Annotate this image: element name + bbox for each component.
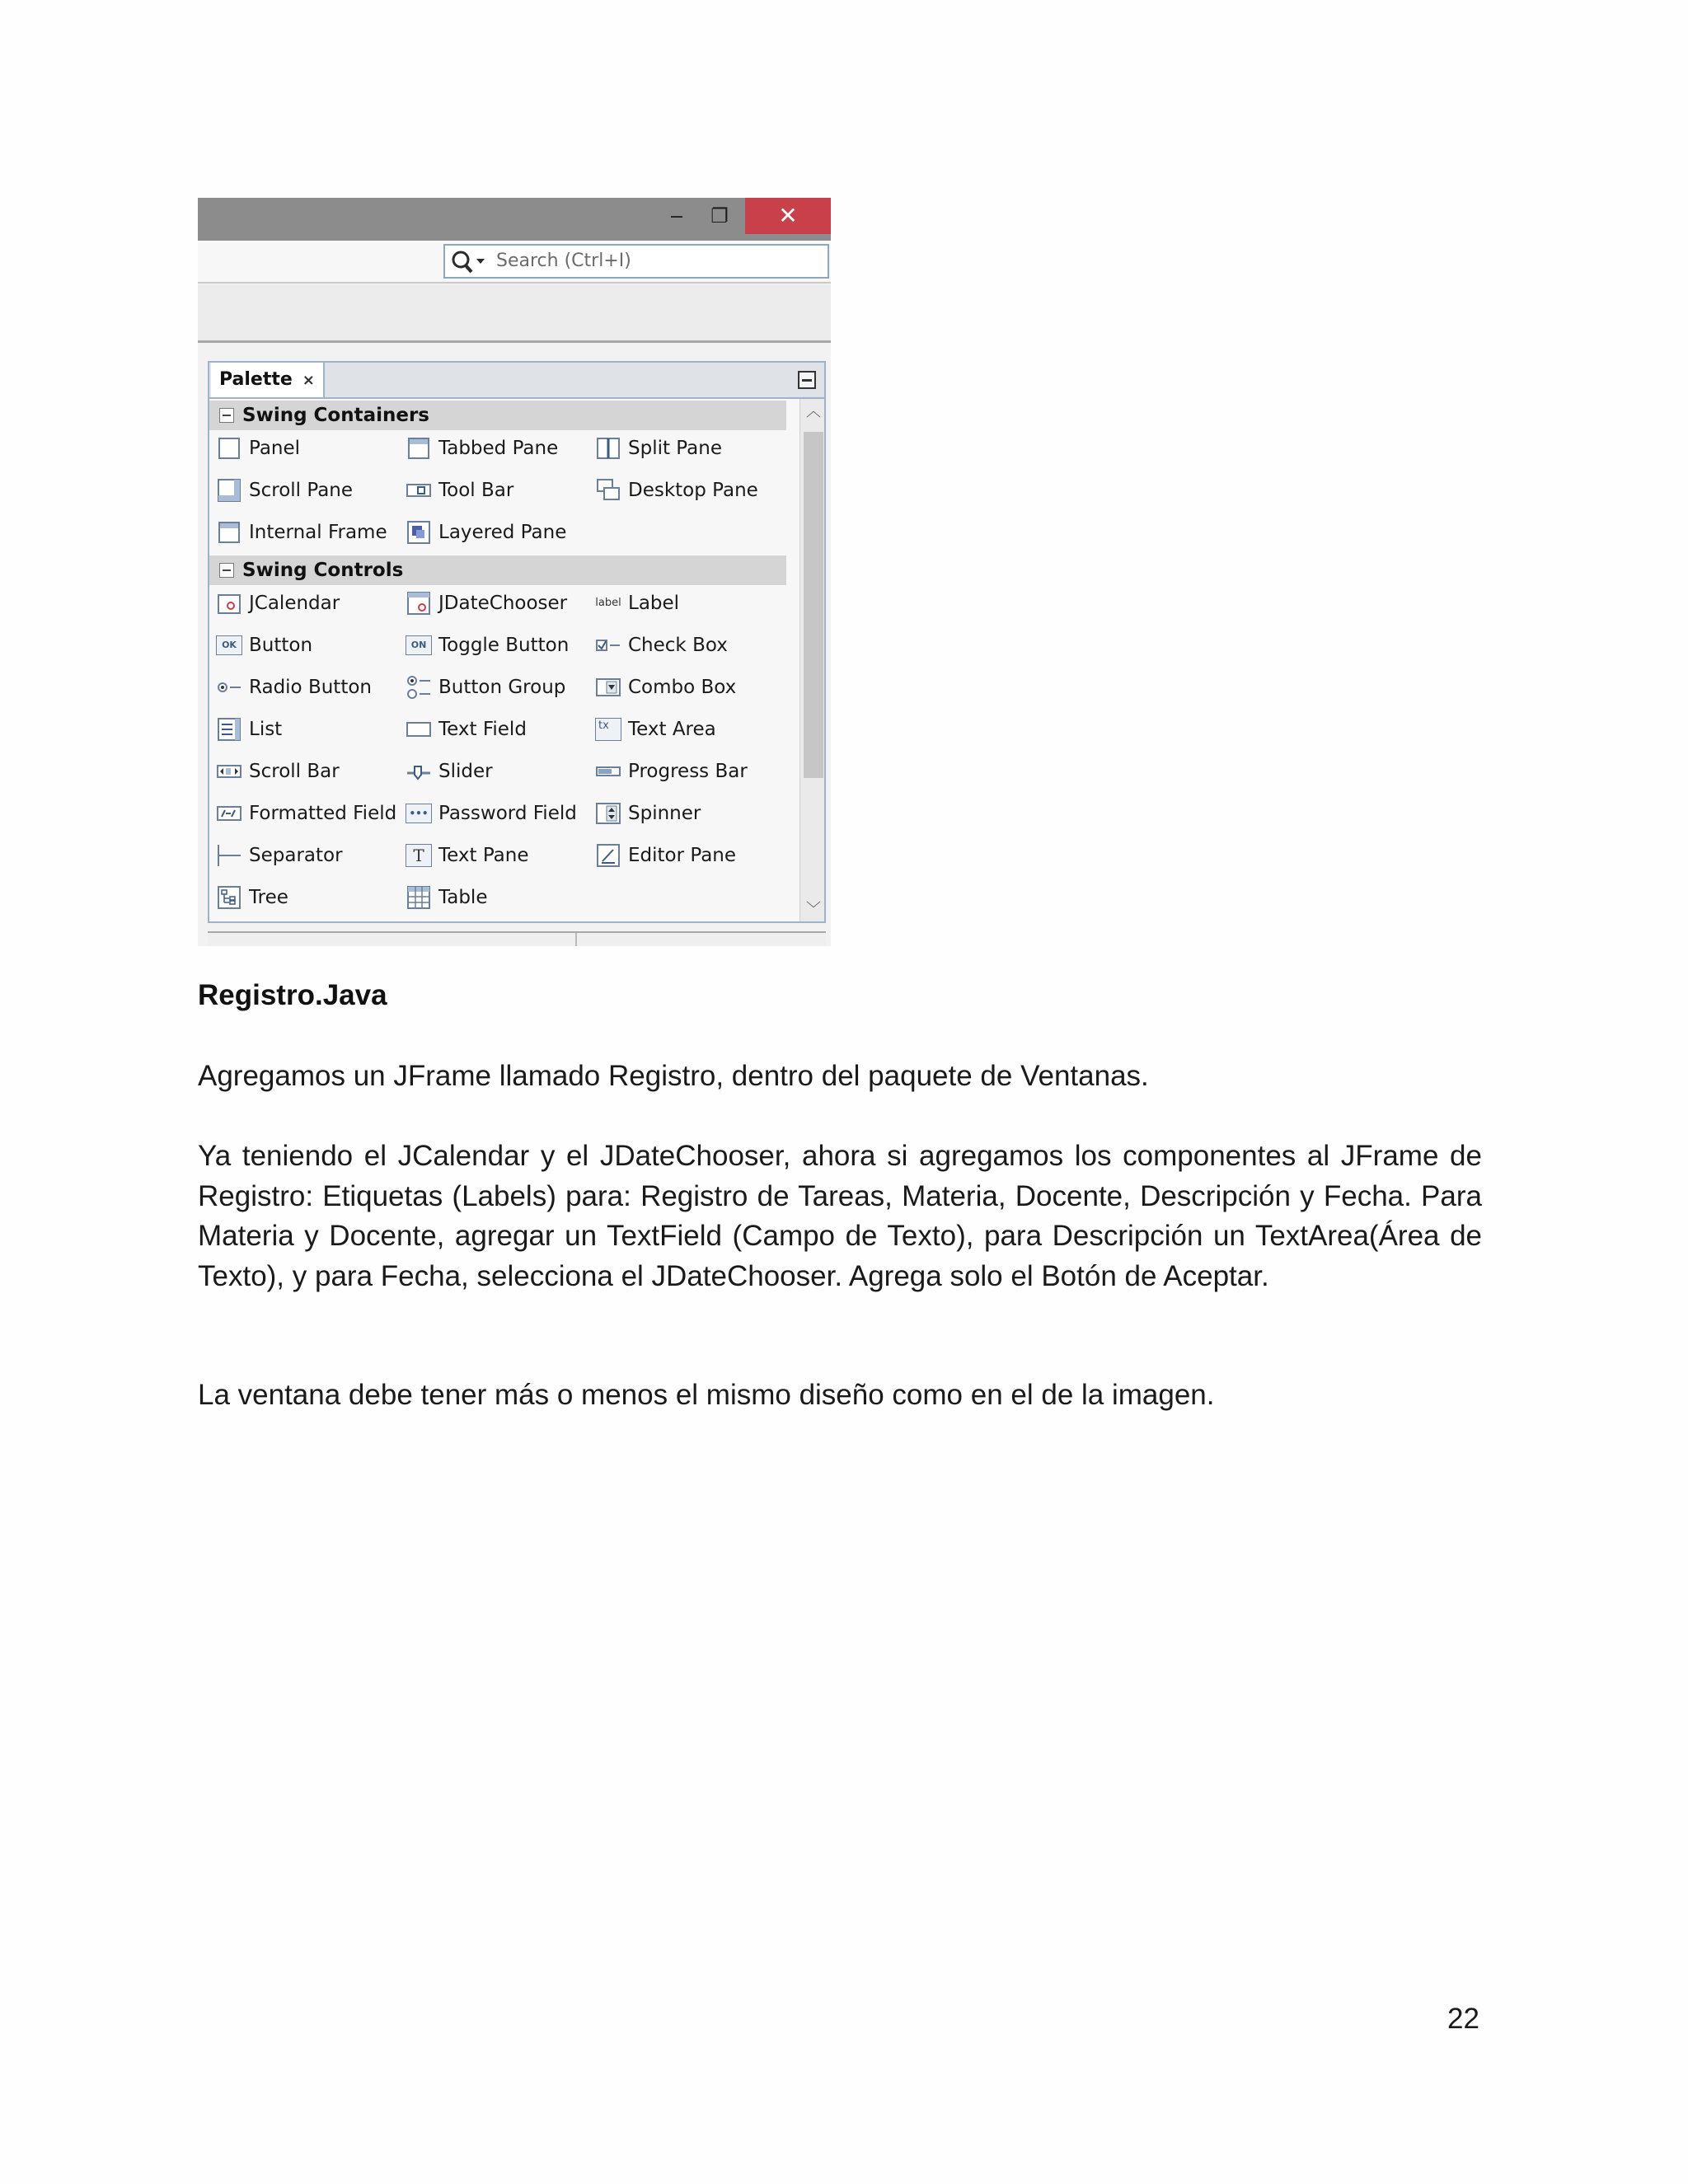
palette-item-combo-box[interactable]: Combo Box — [595, 671, 785, 704]
label-icon: label — [595, 597, 621, 609]
palette-item-text-area[interactable]: tx Text Area — [595, 713, 785, 746]
restore-icon: ❐ — [710, 204, 729, 227]
minimize-panel-icon[interactable] — [798, 371, 816, 389]
palette-item-separator[interactable]: Separator — [216, 839, 406, 872]
palette-item-text-pane[interactable]: T Text Pane — [406, 839, 595, 872]
checkbox-icon — [595, 632, 621, 658]
scroll-bar-icon — [216, 758, 242, 785]
text-field-icon — [406, 716, 432, 743]
table-icon — [406, 884, 432, 911]
lower-panel-edge — [208, 931, 826, 946]
editor-pane-icon — [595, 842, 621, 869]
scrollbar-thumb[interactable] — [804, 432, 823, 778]
palette-header — [208, 361, 826, 399]
toggle-button-icon: ON — [406, 632, 432, 658]
scroll-pane-icon — [216, 477, 242, 504]
desktop-pane-icon — [595, 477, 621, 504]
palette-item-editor-pane[interactable]: Editor Pane — [595, 839, 785, 872]
palette-tab[interactable] — [211, 363, 325, 397]
category-swing-containers[interactable] — [209, 401, 786, 430]
palette-item-button-group[interactable]: Button Group — [406, 671, 595, 704]
palette-item-spinner[interactable]: Spinner — [595, 797, 785, 830]
chevron-up-icon[interactable]: ︿ — [806, 403, 821, 420]
page-number: 22 — [1447, 2003, 1479, 2035]
tree-icon — [216, 884, 242, 911]
tool-bar-icon — [406, 477, 432, 504]
paragraph-design-note: La ventana debe tener más o menos el mismo diseño como en el de la imagen. — [198, 1379, 1215, 1411]
palette-body — [208, 399, 826, 923]
split-pane-icon — [595, 435, 621, 462]
maximize-button[interactable] — [699, 198, 740, 234]
button-group-icon — [406, 674, 432, 701]
combo-box-icon — [595, 674, 621, 701]
palette-tab-label: Palette — [219, 369, 293, 390]
slider-icon — [406, 758, 432, 785]
toolbar-area — [198, 285, 831, 343]
close-button[interactable] — [745, 198, 831, 234]
tabbed-pane-icon — [406, 435, 432, 462]
palette-item-text-field[interactable]: Text Field — [406, 713, 595, 746]
palette-scrollbar[interactable] — [799, 399, 826, 923]
layered-pane-icon — [406, 519, 432, 546]
palette-item-formatted-field[interactable]: Formatted Field — [216, 797, 406, 830]
date-chooser-icon — [406, 590, 432, 616]
palette-item-check-box[interactable]: Check Box — [595, 629, 785, 662]
category-label: Swing Controls — [242, 560, 404, 581]
palette-item-layered-pane[interactable]: Layered Pane — [406, 516, 595, 549]
palette-item-tree[interactable]: Tree — [216, 881, 406, 914]
internal-frame-icon — [216, 519, 242, 546]
palette-item-progress-bar[interactable]: Progress Bar — [595, 755, 785, 788]
paragraph-instructions: Ya teniendo el JCalendar y el JDateChooser, ahora si agregamos los componentes al JFrame de Registro: Etiquetas (Labels) para: Registro de Tareas, Materia, Docente, Descripción y Fecha. Para Materia y Docente, agregar un TextField (Campo de Texto), para Descripción un TextArea(Área de Texto), y para Fecha, selecciona el JDateChooser. Agrega solo el Botón de Aceptar. — [198, 1140, 1482, 1292]
calendar-icon — [216, 590, 242, 616]
palette-item-button[interactable]: OK Button — [216, 629, 406, 662]
button-icon: OK — [216, 632, 242, 658]
collapse-icon[interactable] — [219, 563, 234, 578]
palette-item-table[interactable]: Table — [406, 881, 595, 914]
palette-item-tool-bar[interactable]: Tool Bar — [406, 474, 595, 507]
close-icon: ✕ — [778, 202, 798, 229]
spinner-icon — [595, 800, 621, 827]
palette-item-desktop-pane[interactable]: Desktop Pane — [595, 474, 785, 507]
category-swing-controls[interactable] — [209, 555, 786, 585]
list-icon — [216, 716, 242, 743]
palette-item-split-pane[interactable]: Split Pane — [595, 432, 785, 465]
paragraph-intro: Agregamos un JFrame llamado Registro, dentro del paquete de Ventanas. — [198, 1060, 1149, 1092]
palette-item-toggle-button[interactable]: ON Toggle Button — [406, 629, 595, 662]
palette-item-jdatechooser[interactable]: JDateChooser — [406, 587, 595, 620]
category-label: Swing Containers — [242, 405, 430, 426]
quick-search-box[interactable] — [443, 244, 829, 279]
password-field-icon: ••• — [406, 800, 432, 827]
text-pane-icon: T — [406, 842, 432, 869]
palette-item-jcalendar[interactable]: JCalendar — [216, 587, 406, 620]
progress-bar-icon — [595, 758, 621, 785]
palette-item-scroll-bar[interactable]: Scroll Bar — [216, 755, 406, 788]
text-area-icon: tx — [595, 716, 621, 743]
palette-item-list[interactable]: List — [216, 713, 406, 746]
palette-item-password-field[interactable]: ••• Password Field — [406, 797, 595, 830]
palette-item-label[interactable]: label Label — [595, 587, 785, 620]
palette-item-radio-button[interactable]: Radio Button — [216, 671, 406, 704]
radio-button-icon — [216, 674, 242, 701]
section-heading: Registro.Java — [198, 979, 387, 1011]
palette-item-internal-frame[interactable]: Internal Frame — [216, 516, 406, 549]
tab-close-icon[interactable]: ⨯ — [302, 372, 315, 389]
palette-item-slider[interactable]: Slider — [406, 755, 595, 788]
search-icon — [450, 249, 486, 275]
separator-icon — [216, 842, 242, 869]
search-placeholder: Search (Ctrl+I) — [496, 251, 631, 271]
palette-item-panel[interactable]: Panel — [216, 432, 406, 465]
palette-item-scroll-pane[interactable]: Scroll Pane — [216, 474, 406, 507]
window-titlebar — [198, 198, 831, 241]
netbeans-palette-screenshot — [198, 198, 831, 946]
minimize-button[interactable] — [656, 198, 697, 234]
chevron-down-icon[interactable]: ﹀ — [806, 901, 821, 918]
minimize-icon: ‒ — [669, 204, 684, 228]
panel-icon — [216, 435, 242, 462]
collapse-icon[interactable] — [219, 408, 234, 423]
formatted-field-icon — [216, 800, 242, 827]
palette-item-tabbed-pane[interactable]: Tabbed Pane — [406, 432, 595, 465]
